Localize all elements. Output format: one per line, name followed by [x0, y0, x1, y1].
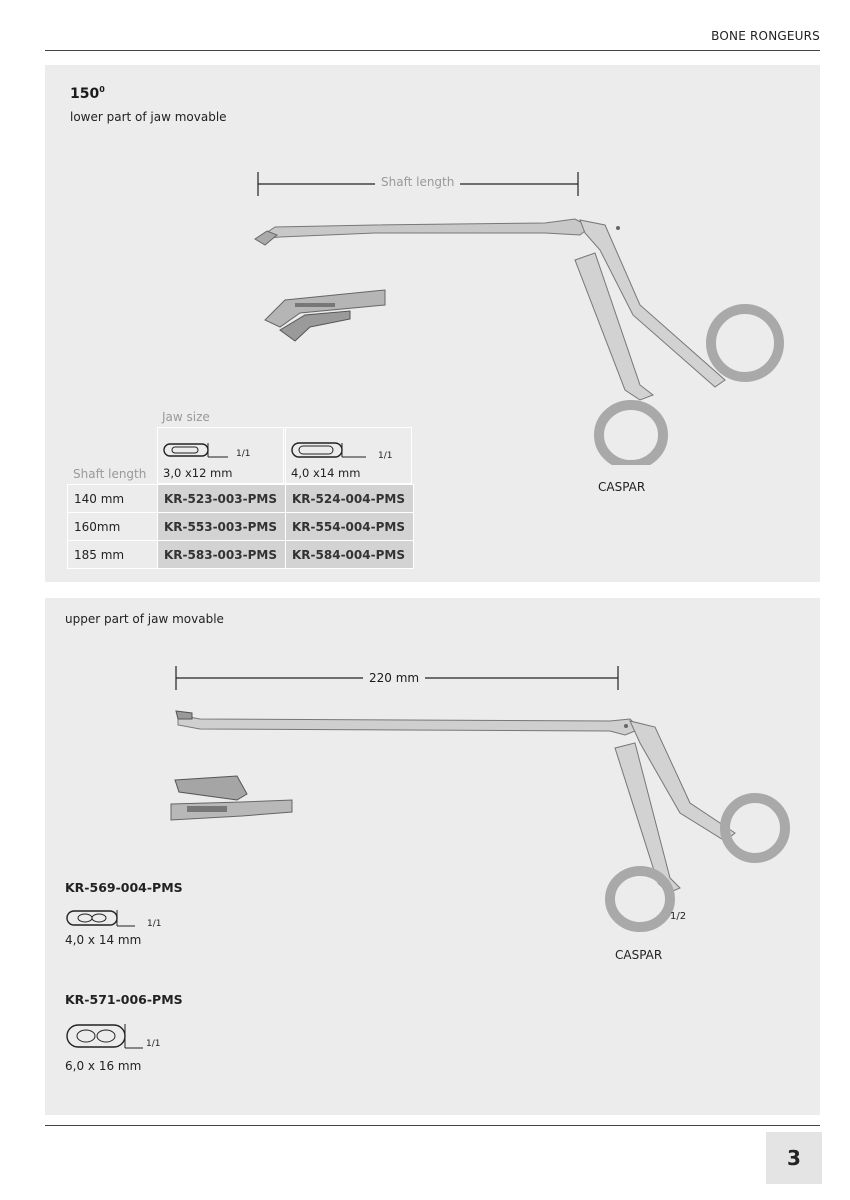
product-code: KR-571-006-PMS — [65, 992, 183, 1007]
header-divider — [45, 50, 820, 51]
order-code-cell: KR-554-004-PMS — [286, 513, 414, 541]
table-row — [68, 513, 414, 541]
jaw-size-label: Jaw size — [162, 410, 210, 424]
table-row — [68, 541, 414, 569]
order-code-cell: KR-524-004-PMS — [286, 485, 414, 513]
product-code: KR-569-004-PMS — [65, 880, 183, 895]
panel-subtitle: lower part of jaw movable — [70, 110, 227, 124]
section-header-title: BONE RONGEURS — [711, 29, 820, 43]
brand-label: CASPAR — [598, 480, 646, 494]
order-code-cell: KR-584-004-PMS — [286, 541, 414, 569]
panel-subtitle: upper part of jaw movable — [65, 612, 224, 626]
order-code-cell: KR-523-003-PMS — [158, 485, 286, 513]
shaft-length-column-header: Shaft length — [73, 467, 147, 481]
table-row — [68, 485, 414, 513]
page-number: 3 — [766, 1132, 822, 1184]
jaw-detail-image — [167, 770, 297, 832]
order-code-cell: KR-583-003-PMS — [158, 541, 286, 569]
product-panel-upper-jaw — [45, 598, 820, 1115]
jaw-size-icon — [290, 441, 370, 461]
angle-heading: $150^0$ — [70, 85, 105, 102]
jaw-size-value: 3,0 x12 mm — [163, 466, 233, 480]
scale-label: 1/1 — [147, 919, 162, 929]
shaft-length-cell: 140 mm — [68, 485, 158, 513]
brand-label: CASPAR — [615, 948, 663, 962]
jaw-size-value: 4,0 x 14 mm — [65, 933, 142, 947]
length-label: 220 mm — [363, 671, 425, 685]
jaw-size-cell — [285, 427, 412, 484]
order-code-cell: KR-553-003-PMS — [158, 513, 286, 541]
shaft-length-label: Shaft length — [375, 175, 460, 189]
jaw-size-icon — [65, 1022, 155, 1052]
jaw-detail-image — [260, 275, 395, 345]
order-number-table — [67, 484, 414, 569]
scale-label: 1/1 — [378, 451, 393, 461]
jaw-size-value: 6,0 x 16 mm — [65, 1059, 142, 1073]
jaw-size-icon — [162, 441, 232, 461]
footer-divider — [45, 1125, 820, 1126]
shaft-length-cell: 160mm — [68, 513, 158, 541]
jaw-size-value: 4,0 x14 mm — [291, 466, 361, 480]
scale-label: 1/1 — [236, 449, 251, 459]
jaw-size-cell — [157, 427, 284, 484]
product-panel-lower-jaw — [45, 65, 820, 582]
scale-label: 1/1 — [146, 1039, 161, 1049]
shaft-length-cell: 185 mm — [68, 541, 158, 569]
jaw-size-icon — [65, 908, 140, 928]
image-scale-label: 1/2 — [670, 911, 687, 922]
